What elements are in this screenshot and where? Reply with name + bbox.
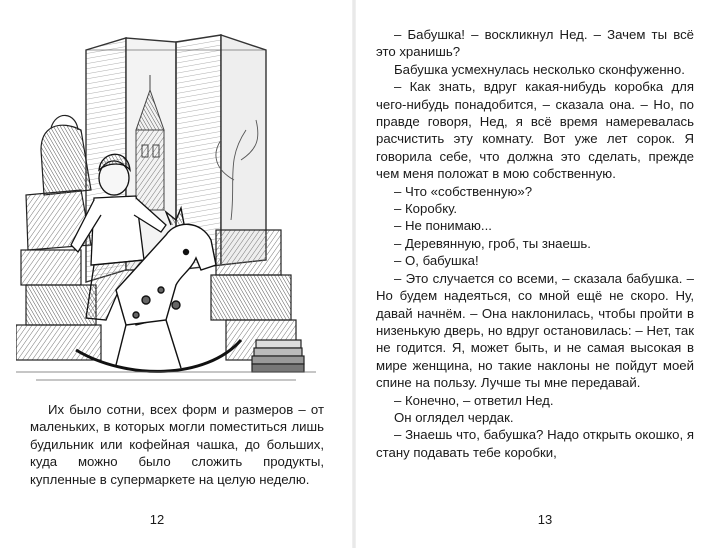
left-page-text: [30, 401, 324, 488]
paragraph: – Что «собственную»?: [394, 183, 533, 199]
page-number-right: 13: [537, 512, 553, 527]
paragraph: – Бабушка! – воскликнул Нед. – Зачем ты всё это хранишь?: [376, 27, 694, 60]
paragraph: – Конечно, – ответил Нед.: [394, 392, 554, 408]
paragraph: – Это случается со всеми, – сказала бабушка. – Но будем надеяться, со мной ещё не скоро. Ну, давай начнём. – Она наклонилась, чтобы пройти в низенькую дверь, но вдруг остановилась: – Нет, так не годится. Я, может быть, и не самая высокая в мире женщина, но такие наклоны не пойдут моей спине на пользу. Лучше ты мне передавай.: [376, 270, 694, 391]
paragraph: – Знаешь что, бабушка? Надо открыть окошко, я стану подавать тебе коробки,: [376, 427, 694, 460]
right-page: [354, 0, 708, 548]
paragraph: – Не понимаю...: [394, 218, 492, 234]
attic-illustration: [16, 20, 316, 390]
paragraph: – Как знать, вдруг какая-нибудь коробка для чего-нибудь понадобится, – сказала она. – Но, по правде говоря, Нед, я всё время намеревалась расчистить эту комнату. Вот уже лет сорок. Я говорила себе, что должна это сделать, прежде чем меня положат в мою собственную.: [376, 79, 694, 182]
page-number-left: 12: [149, 512, 165, 527]
paragraph: – Деревянную, гроб, ты знаешь.: [394, 235, 591, 251]
floor: [16, 372, 316, 380]
paragraph: – О, бабушка!: [394, 253, 479, 269]
paragraph: Их было сотни, всех форм и размеров – от маленьких, в которых могли поместиться лишь будильник или кофейная чашка, до больших, куда можно было сложить продукты, купленные в супермаркете на целую неделю.: [30, 402, 324, 487]
paragraph: Бабушка усмехнулась несколько сконфуженно.: [394, 61, 685, 77]
paragraph: – Коробку.: [394, 201, 458, 217]
right-page-text: [376, 26, 694, 461]
paragraph: Он оглядел чердак.: [394, 409, 514, 425]
